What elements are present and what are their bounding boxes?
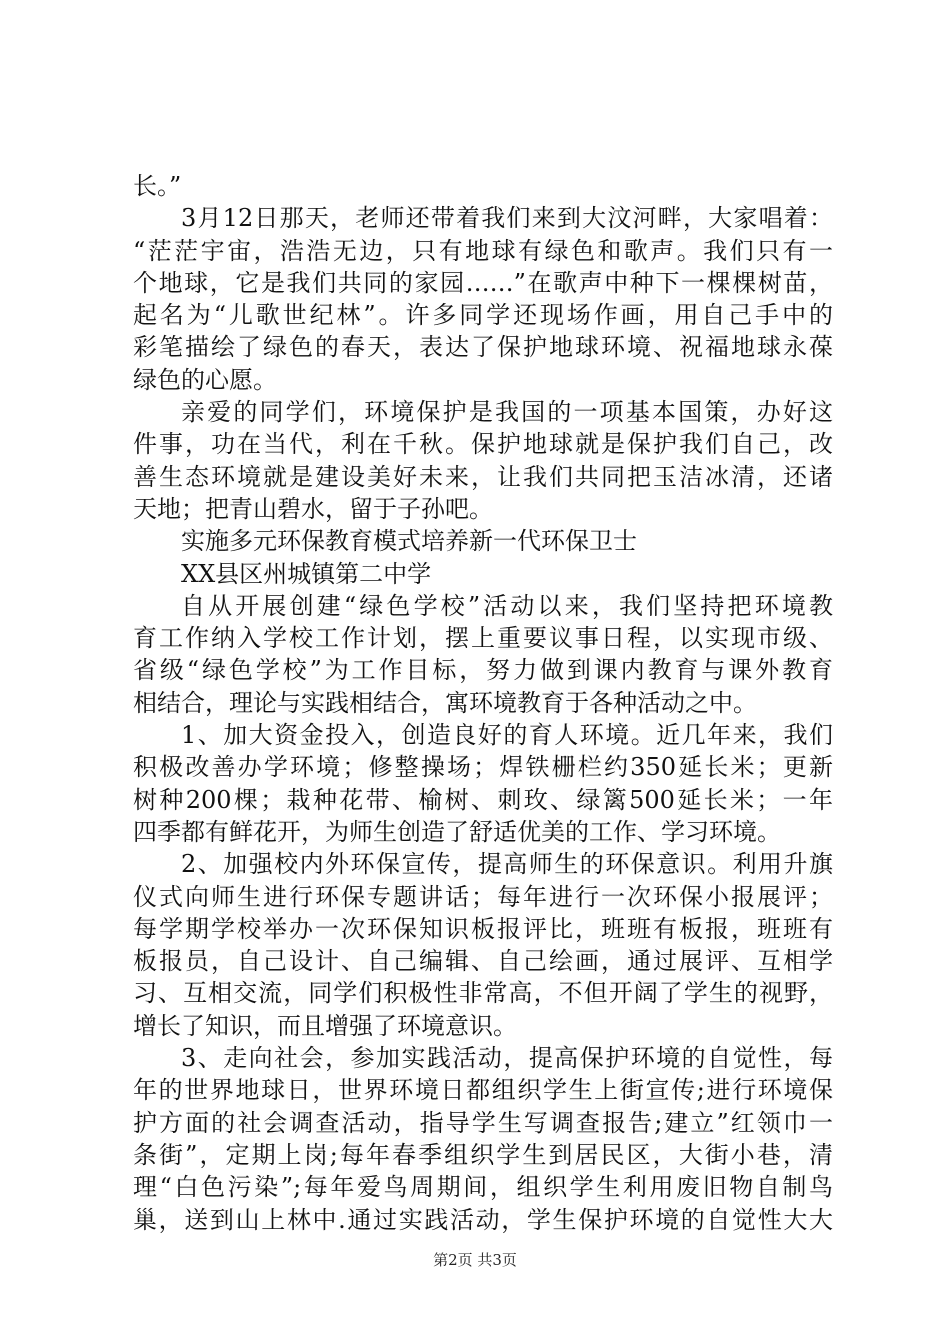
text-line: 1、加大资金投入，创造良好的育人环境。近几年来，我们 bbox=[181, 721, 833, 750]
text-line: 仪式向师生进行环保专题讲话；每年进行一次环保小报展评； bbox=[133, 882, 833, 911]
text-line: 积极改善办学环境；修整操场；焊铁栅栏约350延长米；更新 bbox=[133, 753, 833, 782]
document-body bbox=[133, 170, 833, 1236]
text-line: 3、走向社会，参加实践活动，提高保护环境的自觉性，每 bbox=[181, 1044, 833, 1073]
text-line: 习、互相交流，同学们积极性非常高，不但开阔了学生的视野， bbox=[133, 979, 833, 1008]
page-footer: 第2页 共3页 bbox=[433, 1251, 517, 1269]
text-line: “茫茫宇宙，浩浩无边，只有地球有绿色和歌声。我们只有一 bbox=[133, 236, 833, 265]
text-line: 每学期学校举办一次环保知识板报评比，班班有板报，班班有 bbox=[133, 914, 833, 943]
text-line: 年的世界地球日，世界环境日都组织学生上街宣传;进行环境保 bbox=[133, 1076, 833, 1105]
text-line: 善生态环境就是建设美好未来，让我们共同把玉洁冰清，还诸 bbox=[133, 462, 833, 491]
text-line: 条街”，定期上岗;每年春季组织学生到居民区，大街小巷，清 bbox=[133, 1140, 833, 1169]
text-line: 2、加强校内外环保宣传，提高师生的环保意识。利用升旗 bbox=[181, 850, 833, 879]
text-line: 育工作纳入学校工作计划，摆上重要议事日程，以实现市级、 bbox=[133, 624, 833, 653]
text-line: 自从开展创建“绿色学校”活动以来，我们坚持把环境教 bbox=[181, 591, 833, 620]
text-line: 板报员，自己设计、自己编辑、自己绘画，通过展评、互相学 bbox=[133, 947, 833, 976]
text-line: 增长了知识，而且增强了环境意识。 bbox=[133, 1011, 517, 1040]
text-line: 树种200棵；栽种花带、榆树、刺玫、绿篱500延长米；一年 bbox=[133, 785, 833, 814]
text-line: 天地；把青山碧水，留于子孙吧。 bbox=[133, 494, 493, 523]
text-line: 相结合，理论与实践相结合，寓环境教育于各种活动之中。 bbox=[133, 688, 757, 717]
text-line: 起名为“儿歌世纪林”。许多同学还现场作画，用自己手中的 bbox=[133, 301, 833, 330]
text-line: 四季都有鲜花开，为师生创造了舒适优美的工作、学习环境。 bbox=[133, 817, 781, 846]
text-line: 理“白色污染”;每年爱鸟周期间，组织学生利用废旧物自制鸟 bbox=[133, 1173, 833, 1202]
text-line: 3月12日那天，老师还带着我们来到大汶河畔，大家唱着： bbox=[181, 204, 833, 233]
text-line: 省级“绿色学校”为工作目标，努力做到课内教育与课外教育 bbox=[133, 656, 833, 685]
text-line: 亲爱的同学们，环境保护是我国的一项基本国策，办好这 bbox=[181, 398, 833, 427]
text-line: 巢，送到山上林中.通过实践活动，学生保护环境的自觉性大大 bbox=[133, 1205, 833, 1234]
text-line: 实施多元环保教育模式培养新一代环保卫士 bbox=[181, 527, 637, 556]
text-line: XX县区州城镇第二中学 bbox=[181, 559, 432, 588]
text-line: 绿色的心愿。 bbox=[133, 365, 277, 394]
text-line: 彩笔描绘了绿色的春天，表达了保护地球环境、祝福地球永葆 bbox=[133, 333, 833, 362]
text-line: 件事，功在当代，利在千秋。保护地球就是保护我们自己，改 bbox=[133, 430, 833, 459]
text-line: 护方面的社会调查活动，指导学生写调查报告;建立”红领巾一 bbox=[133, 1108, 833, 1137]
text-line: 个地球，它是我们共同的家园……”在歌声中种下一棵棵树苗， bbox=[133, 268, 833, 297]
text-line: 长。” bbox=[133, 172, 182, 200]
